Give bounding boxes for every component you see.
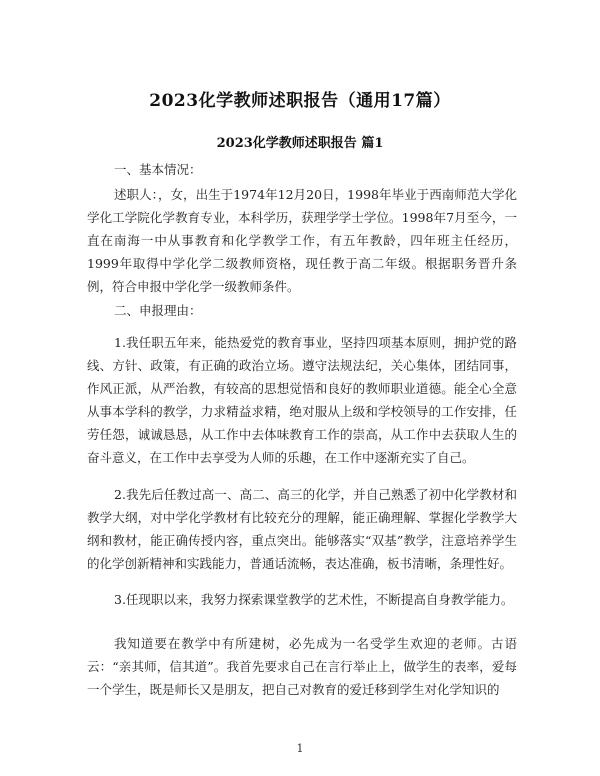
paragraph-basic-info-heading: 一、基本情况：	[114, 162, 202, 177]
paragraph-reason-3: 3.任现职以来，我努力探索课堂教学的艺术性，不断提高自身教学能力。	[114, 592, 514, 607]
paragraph-reason-1: 1.我任职五年来，能热爱党的教育事业，坚持四项基本原则，拥护党的路线、方针、政策，有正确的政治立场。遵守法规法纪，关心集体，团结同事，作风正派，从严治教，有较高的思想觉悟和良好的教师职业道德。能全心全意从事本学科的教学，力求精益求精，绝对服从上级和学校领导的工作安排，任劳任怨，诚诚恳恳，从工作中去体味教育工作的崇高，从工作中去获取人生的奋斗意义，在工作中去享受为人师的乐趣，在工作中逐渐充实了自己。	[87, 335, 517, 465]
paragraph-personal-info: 述职人：，女，出生于1974年12月20日，1998年毕业于西南师范大学化学化工学院化学教育专业，本科学历，获理学学士学位。1998年7月至今，一直在南海一中从事教育和化学教学工作，有五年教龄，四年班主任经历，1999年取得中学化学二级教师资格，现任教于高二年级。根据职务晋升条例，符合申报中学化学一级教师条件。	[87, 187, 517, 294]
paragraph-teaching: 我知道要在教学中有所建树，必先成为一名受学生欢迎的老师。古语云：“亲其师，信其道”。我首先要求自己在言行举止上，做学生的表率，爱每一个学生，既是师长又是朋友，把自己对教育的爱迁移到学生对化学知识的	[87, 636, 517, 697]
section-heading: 2023化学教师述职报告 篇1	[216, 136, 384, 151]
paragraph-reasons-heading: 二、申报理由：	[114, 303, 202, 318]
paragraph-reason-2: 2.我先后任教过高一、高二、高三的化学，并自己熟悉了初中化学教材和教学大纲，对中学化学教材有比较充分的理解，能正确理解、掌握化学教学大纲和教材，能正确传授内容，重点突出。能够落实“双基”教学，注意培养学生的化学创新精神和实践能力，普通话流畅，表达准确，板书清晰，条理性好。	[87, 487, 517, 571]
document-title: 2023化学教师述职报告（通用17篇）	[149, 91, 451, 111]
page-number: 1	[296, 742, 304, 755]
